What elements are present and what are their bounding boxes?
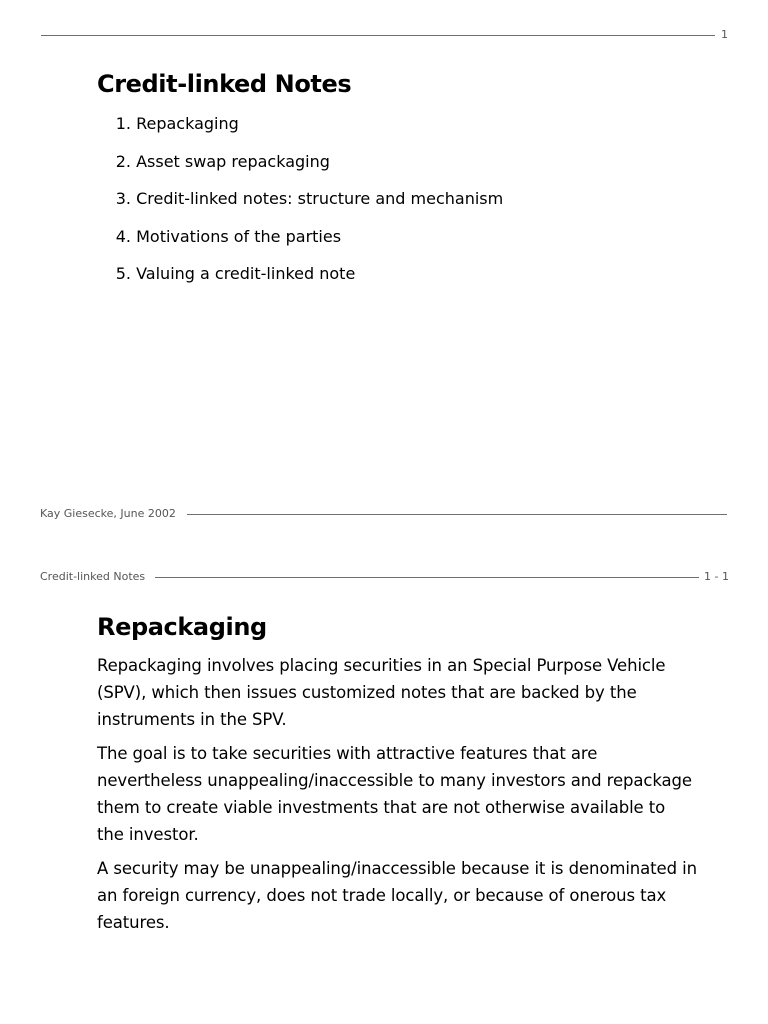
page-number: 1 - 1 xyxy=(704,570,729,583)
paragraph-3: A security may be unappealing/inaccessible because it is denominated in an foreign currency, does not trade locally, or because of onerous tax features. xyxy=(97,859,697,932)
header-section-title: Credit-linked Notes xyxy=(40,570,146,583)
footer-rule xyxy=(187,514,727,515)
toc-item-number: 4. xyxy=(115,226,131,246)
toc-item-1 xyxy=(100,112,503,136)
toc-item-5 xyxy=(100,262,503,286)
table-of-contents xyxy=(100,112,503,300)
header-rule xyxy=(155,577,699,578)
paragraph-2: The goal is to take securities with attractive features that are nevertheless unappealing/inaccessible to many investors and repackage them to create viable investments that are not otherwise available to the investor. xyxy=(97,744,692,844)
toc-item-label: Asset swap repackaging xyxy=(136,151,330,171)
slide-title: Credit-linked Notes xyxy=(97,70,352,98)
footer-author: Kay Giesecke, June 2002 xyxy=(40,507,176,520)
toc-item-number: 3. xyxy=(115,189,131,208)
toc-item-number: 2. xyxy=(115,151,131,171)
toc-item-4 xyxy=(100,225,503,249)
slide-title: Repackaging xyxy=(97,613,267,641)
toc-item-label: Motivations of the parties xyxy=(136,226,342,246)
toc-item-label: Repackaging xyxy=(136,114,239,133)
toc-item-label: Credit-linked notes: structure and mechanism xyxy=(136,189,504,208)
toc-item-number: 5. xyxy=(115,264,131,283)
slide-repackaging xyxy=(0,556,768,1024)
toc-item-2 xyxy=(100,150,503,174)
header-rule xyxy=(41,35,715,36)
toc-item-3 xyxy=(100,187,503,211)
page-number: 1 xyxy=(721,28,728,41)
toc-item-label: Valuing a credit-linked note xyxy=(136,264,356,283)
toc-item-number: 1. xyxy=(115,114,131,133)
paragraph-1: Repackaging involves placing securities in an Special Purpose Vehicle (SPV), which then issues customized notes that are backed by the instruments in the SPV. xyxy=(97,656,666,729)
